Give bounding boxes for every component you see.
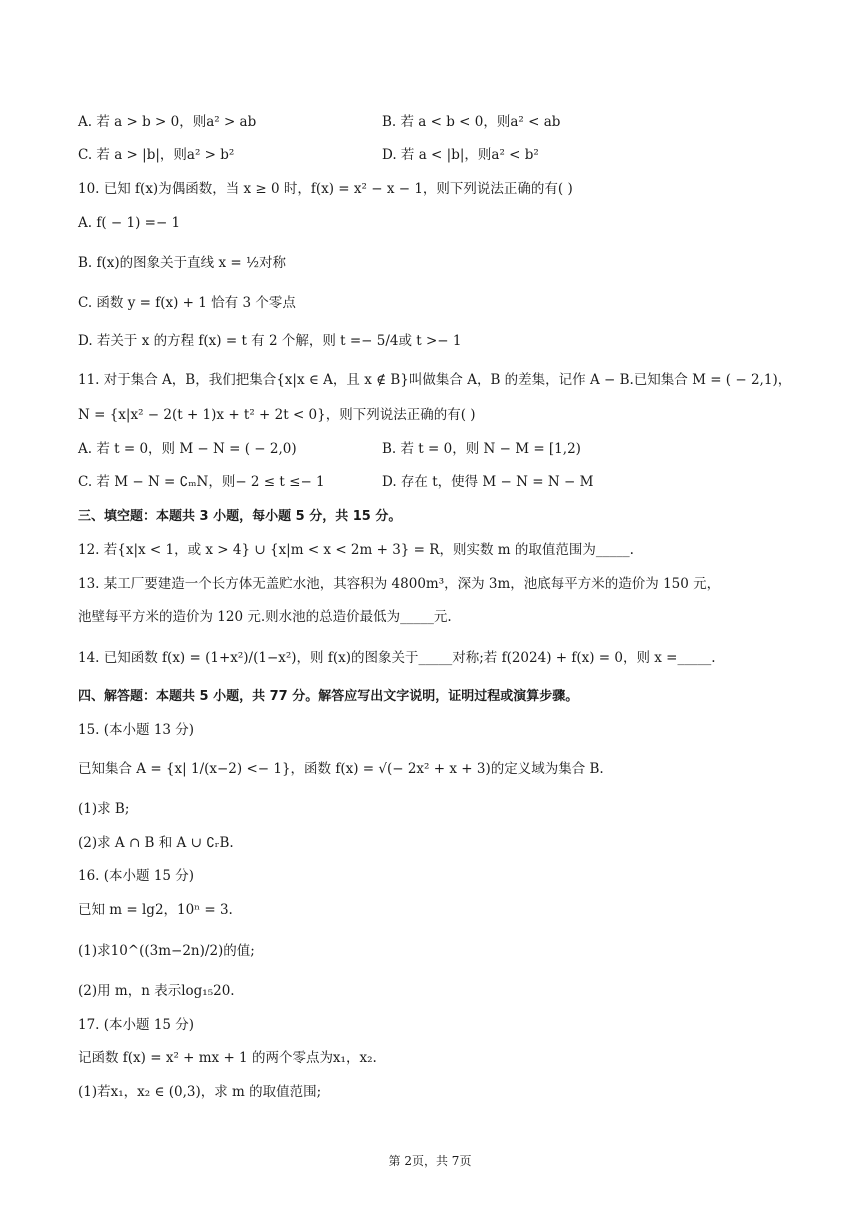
question-line: 16. (本小题 15 分) [78, 868, 195, 884]
section-heading: 四、解答题：本题共 5 小题，共 77 分。解答应写出文字说明，证明过程或演算步骤。 [78, 689, 579, 704]
question-line: (2)用 m，n 表示log₁₅20. [78, 983, 235, 999]
question-line: 14. 已知函数 f(x) = (1+x²)/(1−x²)，则 f(x)的图象关于_____对称;若 f(2024) + f(x) = 0，则 x =_____. [78, 650, 716, 666]
question-line: 15. (本小题 13 分) [78, 722, 195, 738]
question-line: D. 存在 t，使得 M − N = N − M [382, 474, 594, 490]
question-line: B. 若 a < b < 0，则a² < ab [382, 114, 561, 130]
question-line: D. 若关于 x 的方程 f(x) = t 有 2 个解，则 t =− 5/4或 t >− 1 [78, 333, 462, 349]
page-footer: 第 2页，共 7页 [388, 1154, 472, 1168]
question-line: 17. (本小题 15 分) [78, 1017, 195, 1033]
question-line: (1)求10^((3m−2n)/2)的值; [78, 943, 255, 959]
question-line: N = {x|x² − 2(t + 1)x + t² + 2t < 0}，则下列说法正确的有( ) [78, 407, 476, 423]
question-line: A. 若 a > b > 0，则a² > ab [78, 114, 257, 130]
question-line: B. 若 t = 0，则 N − M = [1,2) [382, 441, 581, 457]
question-line: D. 若 a < |b|，则a² < b² [382, 147, 539, 163]
question-line: (2)求 A ∩ B 和 A ∪ ∁ᵣB. [78, 835, 234, 851]
question-line: C. 函数 y = f(x) + 1 恰有 3 个零点 [78, 295, 296, 311]
question-line: A. f( − 1) =− 1 [78, 215, 181, 231]
question-line: 已知 m = lg2，10ⁿ = 3. [78, 902, 233, 918]
question-line: C. 若 M − N = ∁ₘN，则− 2 ≤ t ≤− 1 [78, 474, 325, 490]
question-line: 12. 若{x|x < 1，或 x > 4} ∪ {x|m < x < 2m + 3} = R，则实数 m 的取值范围为_____. [78, 542, 634, 558]
question-line: 已知集合 A = {x| 1/(x−2) <− 1}，函数 f(x) = √(− 2x² + x + 3)的定义域为集合 B. [78, 761, 604, 777]
question-line: A. 若 t = 0，则 M − N = ( − 2,0) [78, 441, 297, 457]
question-line: 池壁每平方米的造价为 120 元.则水池的总造价最低为_____元. [78, 609, 452, 625]
question-line: 13. 某工厂要建造一个长方体无盖贮水池，其容积为 4800m³，深为 3m，池底每平方米的造价为 150 元， [78, 576, 721, 592]
question-line: 10. 已知 f(x)为偶函数，当 x ≥ 0 时，f(x) = x² − x − 1，则下列说法正确的有( ) [78, 181, 573, 197]
question-line: 记函数 f(x) = x² + mx + 1 的两个零点为x₁，x₂. [78, 1050, 377, 1066]
question-line: (1)求 B; [78, 801, 130, 817]
question-line: 11. 对于集合 A，B，我们把集合{x|x ∈ A，且 x ∉ B}叫做集合 A，B 的差集，记作 A − B.已知集合 M = ( − 2,1)， [78, 372, 792, 388]
section-heading: 三、填空题：本题共 3 小题，每小题 5 分，共 15 分。 [78, 509, 402, 524]
question-line: C. 若 a > |b|，则a² > b² [78, 147, 235, 163]
question-line: (1)若x₁，x₂ ∈ (0,3)，求 m 的取值范围; [78, 1084, 322, 1100]
question-line: B. f(x)的图象关于直线 x = ½对称 [78, 255, 287, 271]
